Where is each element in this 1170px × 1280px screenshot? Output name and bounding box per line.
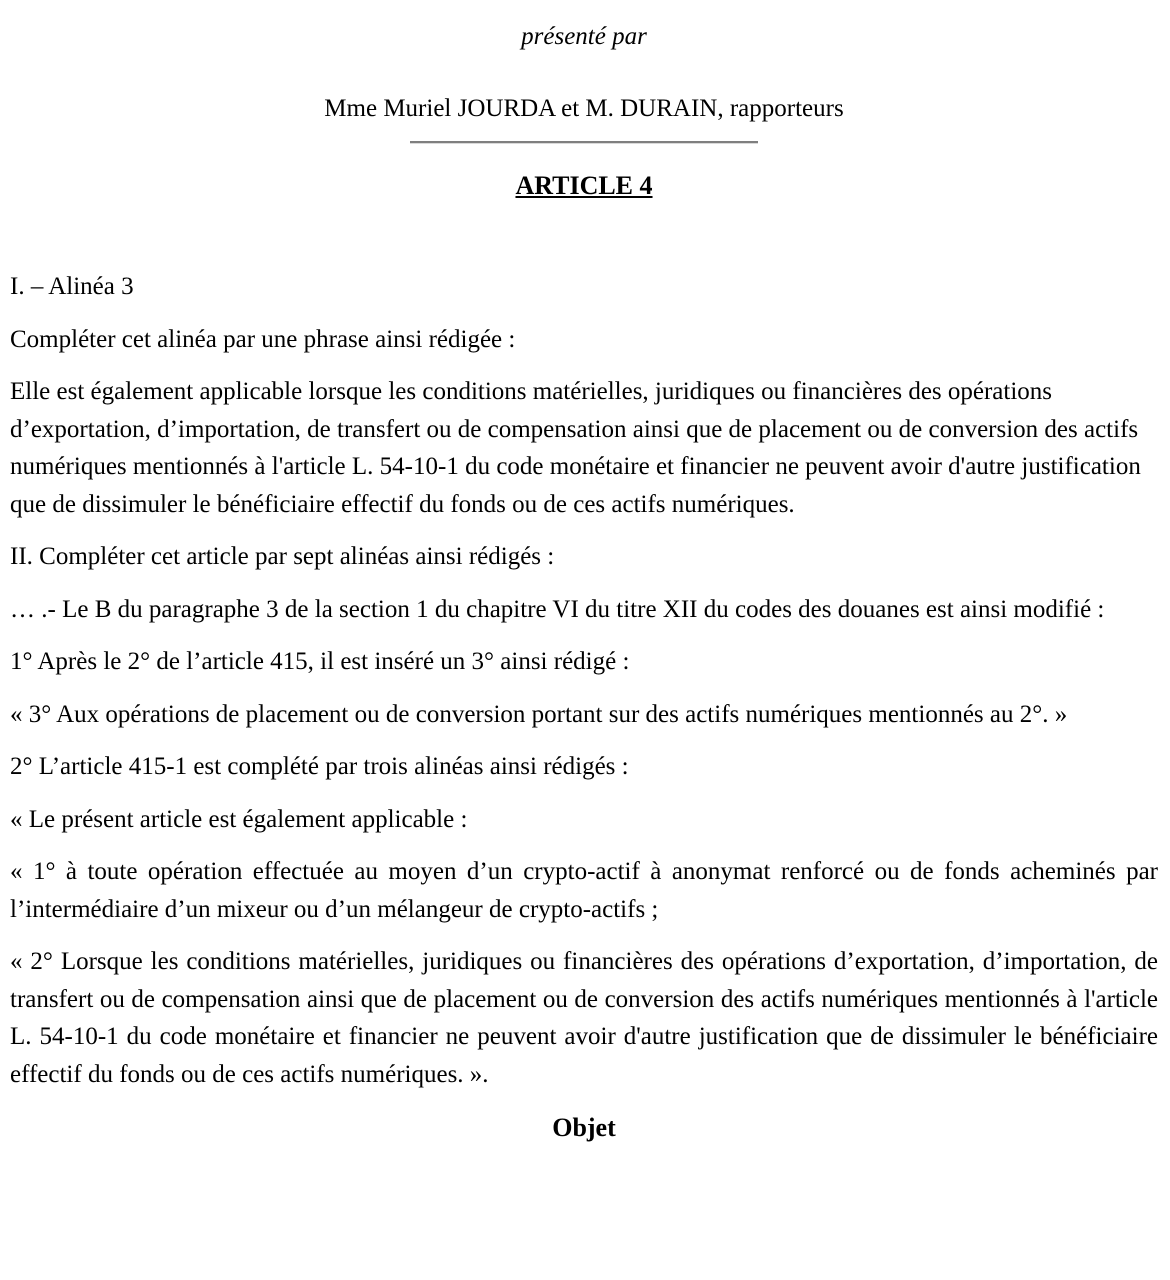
authors-line: Mme Muriel JOURDA et M. DURAIN, rapporteurs <box>324 94 844 122</box>
paragraph-2deg-intro: 2° L’article 415-1 est complété par trois alinéas ainsi rédigés : <box>10 753 629 780</box>
amendment-body <box>10 268 1158 1093</box>
paragraph-provision-1: Elle est également applicable lorsque les conditions matérielles, juridiques ou financières des opérations d’exportation, d’importation, de transfert ou de compensation ainsi que de placement ou de conversion des actifs numériques mentionnés à l'article L. 54-10-1 du code monétaire et financier ne peuvent avoir d'autre justification que de dissimuler le bénéficiaire effectif du fonds ou de ces actifs numériques. <box>10 378 1141 518</box>
paragraph-alinea-ref: I. – Alinéa 3 <box>10 273 134 300</box>
article-title: ARTICLE 4 <box>515 171 653 200</box>
paragraph-quoted-intro: « Le présent article est également applicable : <box>10 805 468 833</box>
paragraph-customs-code-ref: … .- Le B du paragraphe 3 de la section 1 du chapitre VI du titre XII du codes des douanes est ainsi modifié : <box>10 595 1105 623</box>
paragraph-quoted-2deg: « 2° Lorsque les conditions matérielles, juridiques ou financières des opérations d’exportation, d’importation, de transfert ou de compensation ainsi que de placement ou de conversion des actifs numériques mentionnés à l'article L. 54-10-1 du code monétaire et financier ne peuvent avoir d'autre justification que de dissimuler le bénéficiaire effectif du fonds ou de ces actifs numériques. ». <box>10 948 1158 1088</box>
horizontal-rule <box>410 141 758 144</box>
paragraph-quoted-3deg: « 3° Aux opérations de placement ou de conversion portant sur des actifs numériques mentionnés au 2°. » <box>10 700 1068 728</box>
paragraph-section-2-ref: II. Compléter cet article par sept alinéas ainsi rédigés : <box>10 543 555 570</box>
objet-heading: Objet <box>552 1113 616 1142</box>
presented-by-line: présenté par <box>521 23 647 50</box>
paragraph-quoted-1deg: « 1° à toute opération effectuée au moyen d’un crypto-actif à anonymat renforcé ou de fonds acheminés par l’intermédiaire d’un mixeur ou d’un mélangeur de crypto-actifs ; <box>10 858 1158 923</box>
paragraph-instruction-1: Compléter cet alinéa par une phrase ainsi rédigée : <box>10 325 516 353</box>
paragraph-1deg-intro: 1° Après le 2° de l’article 415, il est inséré un 3° ainsi rédigé : <box>10 648 630 675</box>
